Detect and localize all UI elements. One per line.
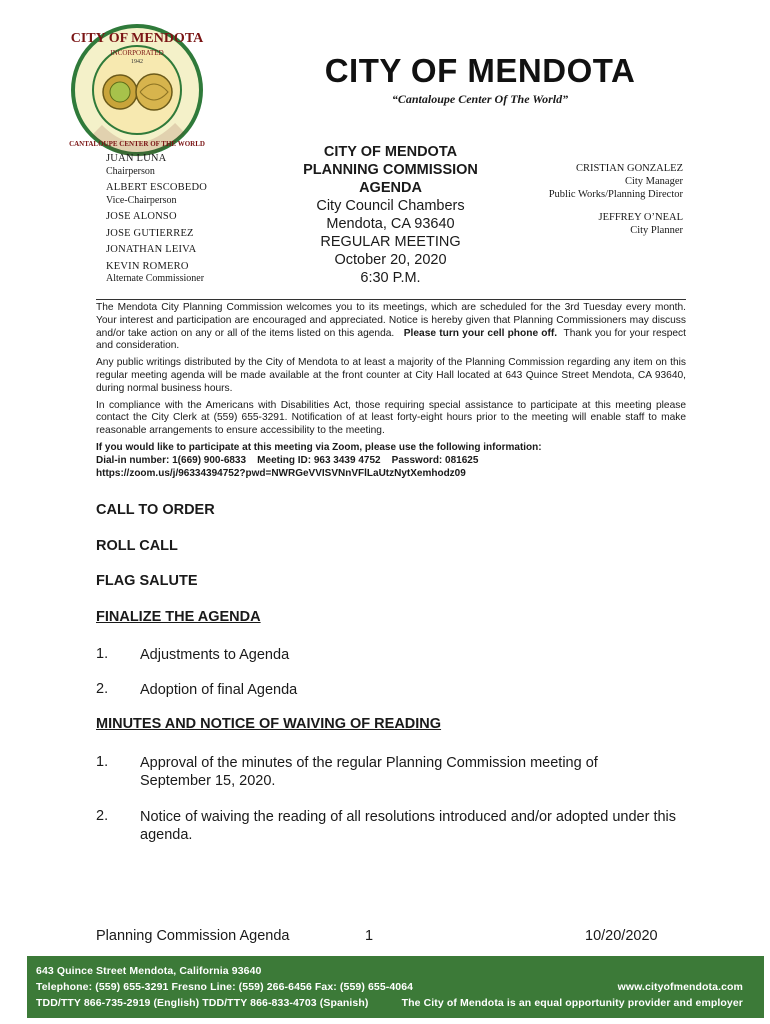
agenda-item-text: Approval of the minutes of the regular Planning Commission meeting of September 15, 2020. xyxy=(140,755,598,789)
staff-role: City Planner xyxy=(630,225,683,236)
roster-name: KEVIN ROMERO xyxy=(106,260,189,272)
item-number: 1. xyxy=(96,754,109,770)
seal-bottom-text: CANTALOUPE CENTER OF THE WORLD xyxy=(69,140,205,148)
staff-name: JEFFREY O’NEAL xyxy=(598,212,683,223)
item-number: 2. xyxy=(96,808,109,824)
footer-title: Planning Commission Agenda xyxy=(96,928,290,944)
finalize-agenda-heading: FINALIZE THE AGENDA xyxy=(96,609,261,625)
ada-paragraph: In compliance with the Americans with Disabilities Act, those requiring special assistance to participate at this meeting please contact the City Clerk at (559) 655-3291. Notification of at least forty-eight hours prior to the meeting will enable staff to make reasonable arrangements to ensure accessibility to the meeting. xyxy=(96,399,686,437)
roll-call-heading: ROLL CALL xyxy=(96,538,178,554)
city-motto: “Cantaloupe Center Of The World” xyxy=(391,92,569,106)
header-divider xyxy=(96,299,686,300)
agenda-header-date: October 20, 2020 xyxy=(334,252,447,268)
roster-name: ALBERT ESCOBEDO xyxy=(106,182,208,193)
roster-role: Vice-Chairperson xyxy=(106,194,177,206)
zoom-intro: If you would like to participate at this meeting via Zoom, please use the following information: xyxy=(96,441,542,453)
roster-name: JOSE ALONSO xyxy=(106,211,177,222)
roster-role: Alternate Commissioner xyxy=(106,273,205,284)
agenda-header-commission: PLANNING COMMISSION xyxy=(303,162,478,178)
staff-role: Public Works/Planning Director xyxy=(548,189,683,200)
seal-year-text: 1942 xyxy=(131,59,143,65)
roster-name: JOSE GUTIERREZ xyxy=(106,227,194,239)
minutes-heading: MINUTES AND NOTICE OF WAIVING OF READING xyxy=(96,716,442,732)
city-title: CITY OF MENDOTA xyxy=(324,52,636,89)
roster-role: Chairperson xyxy=(106,165,155,177)
zoom-info xyxy=(96,442,686,480)
agenda-item-text: Notice of waiving the reading of all resolutions introduced and/or adopted under this agenda. xyxy=(140,809,677,843)
intro-notices xyxy=(96,302,686,480)
city-tdd: TDD/TTY 866-735-2919 (English) TDD/TTY 866-833-4703 (Spanish) xyxy=(36,997,369,1009)
agenda-header-meeting-type: REGULAR MEETING xyxy=(320,234,461,250)
welcome-text: The Mendota City Planning Commission welcomes you to its meetings, which are scheduled for the 3rd Tuesday every month. Your interest and participation are encouraged and appreciated. Notice is hereby given that Planning Commissioners may discuss and/or take action on any or all of the items listed on this agenda. xyxy=(96,302,686,339)
footer-date: 10/20/2020 xyxy=(585,928,658,944)
roster-name: JONATHAN LEIVA xyxy=(106,244,197,255)
staff-list xyxy=(500,162,683,237)
city-website[interactable]: www.cityofmendota.com xyxy=(617,981,743,993)
cell-phone-notice: Please turn your cell phone off. xyxy=(403,327,558,339)
agenda-header-city: CITY OF MENDOTA xyxy=(323,144,458,160)
flag-salute-heading: FLAG SALUTE xyxy=(96,573,198,589)
agenda-header-location: City Council Chambers xyxy=(316,198,465,214)
city-address: 643 Quince Street Mendota, California 93640 xyxy=(36,965,262,977)
zoom-dial-in: Dial-in number: 1(669) 900-6833 Meeting ID: 963 3439 4752 Password: 081625 xyxy=(96,454,479,466)
staff-role: City Manager xyxy=(624,176,683,187)
staff-name: CRISTIAN GONZALEZ xyxy=(575,163,683,174)
welcome-paragraph xyxy=(96,302,686,353)
equal-opportunity-statement: The City of Mendota is an equal opportunity provider and employer xyxy=(401,997,743,1009)
public-writings-paragraph: Any public writings distributed by the City of Mendota to at least a majority of the Planning Commission regarding any item on this regular meeting agenda will be made available at the front counter at City Hall located at 643 Quince Street Mendota, CA 93640, during normal business hours. xyxy=(96,357,686,394)
agenda-header-time: 6:30 P.M. xyxy=(360,270,421,286)
city-phones: Telephone: (559) 655-3291 Fresno Line: (559) 266-6456 Fax: (559) 655-4064 xyxy=(36,981,414,993)
respect-text: Thank you for your respect and consideration. xyxy=(96,327,686,352)
item-number: 1. xyxy=(96,646,109,662)
city-seal-logo xyxy=(62,20,212,170)
seal-top-text: CITY OF MENDOTA xyxy=(70,31,204,46)
zoom-link[interactable]: https://zoom.us/j/96334394752?pwd=NWRGeVVISVNnVFlLaUtzNytXemhodz09 xyxy=(96,467,466,479)
agenda-header-address: Mendota, CA 93640 xyxy=(326,216,455,232)
agenda-header xyxy=(288,143,493,287)
item-number: 2. xyxy=(96,681,109,697)
agenda-item-text: Adoption of final Agenda xyxy=(140,682,298,698)
roster-name: JUAN LUNA xyxy=(106,153,167,164)
agenda-item-text: Adjustments to Agenda xyxy=(140,647,290,663)
call-to-order-heading: CALL TO ORDER xyxy=(96,502,215,518)
page-number: 1 xyxy=(365,928,374,944)
commission-roster xyxy=(106,153,266,286)
seal-incorporated-text: INCORPORATED xyxy=(110,49,164,57)
agenda-header-agenda: AGENDA xyxy=(359,180,422,196)
contact-footer-bar xyxy=(27,956,764,1018)
